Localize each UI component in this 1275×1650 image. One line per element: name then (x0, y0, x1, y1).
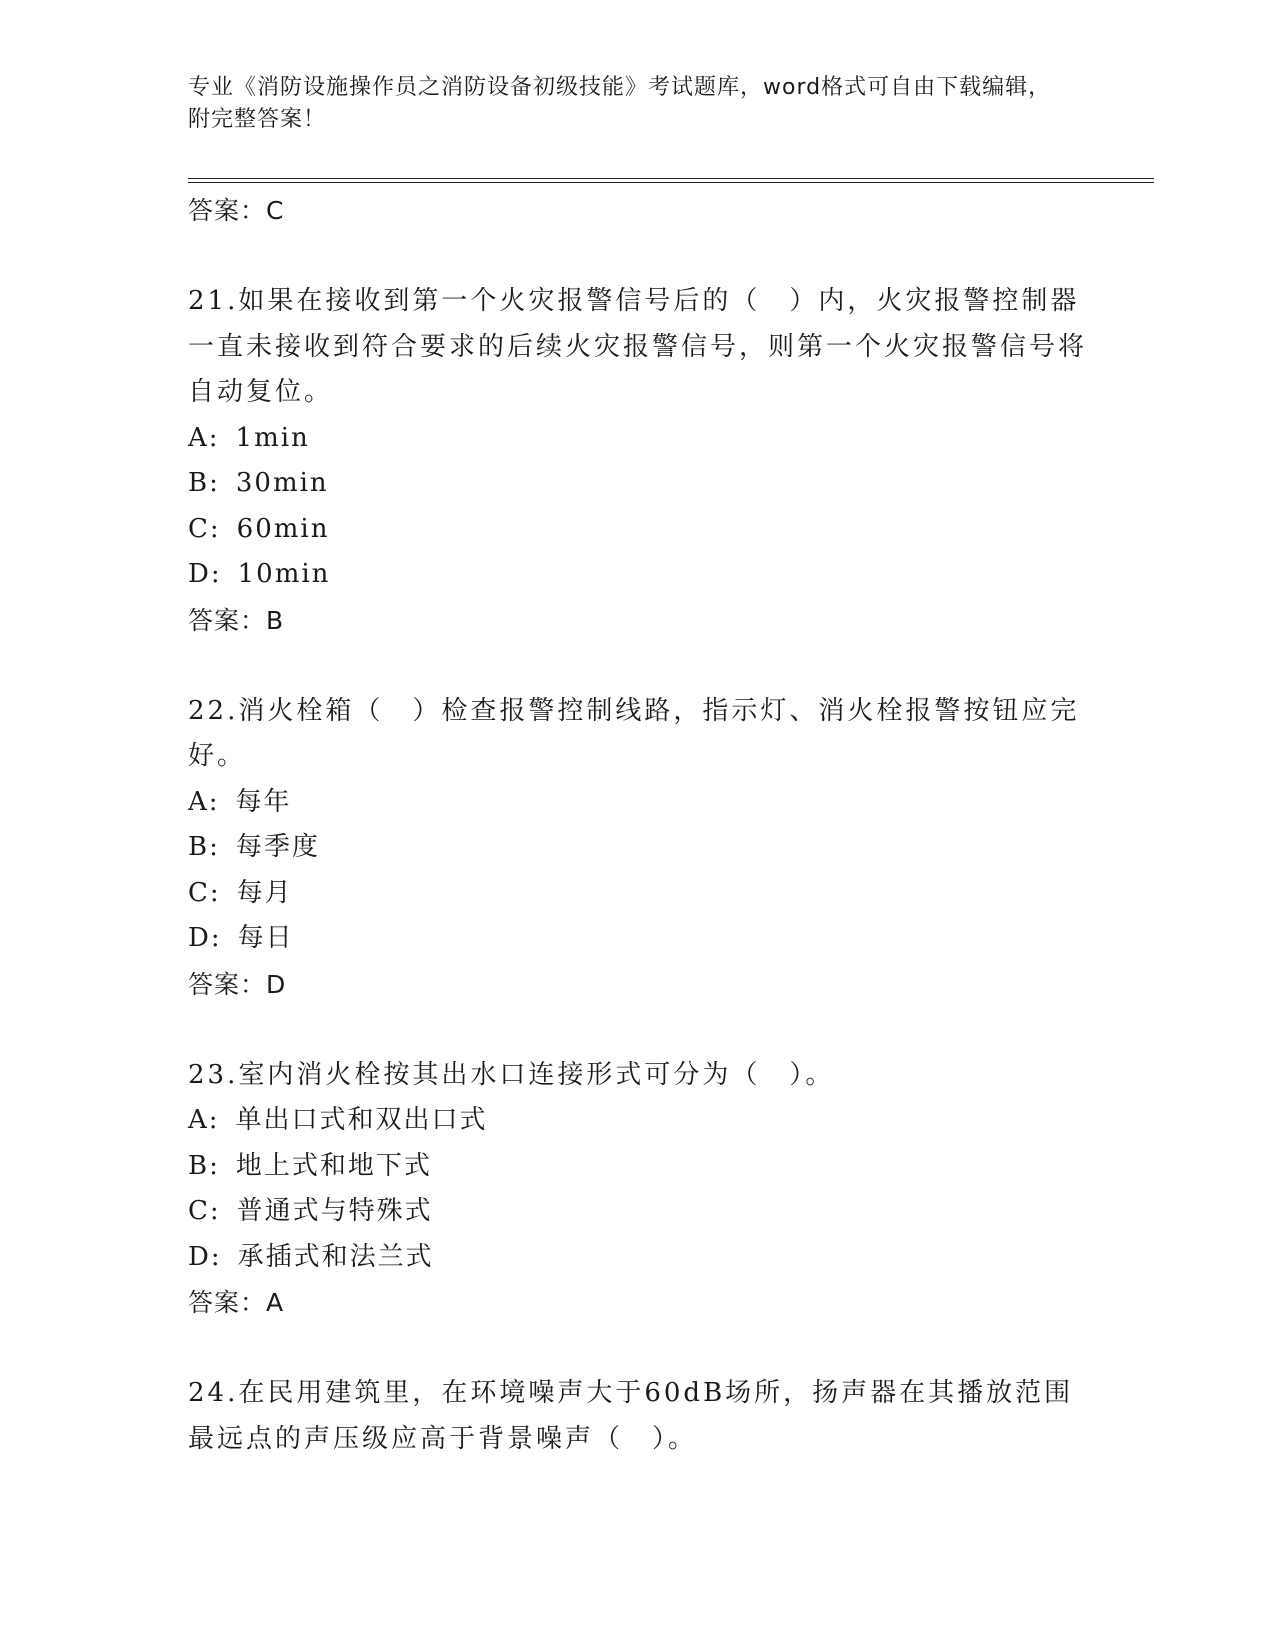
option-a: A: 单出口式和双出口式 (188, 1105, 488, 1135)
answer-line: 答案：A (188, 1288, 285, 1317)
question-22 (188, 689, 1088, 1008)
option-b: B: 地上式和地下式 (188, 1150, 432, 1181)
option-b: B: 30min (188, 468, 329, 498)
question-stem: 23.室内消火栓按其出水口连接形式可分为（ ）。 (188, 1059, 835, 1090)
header-rule-top (188, 178, 1154, 179)
answer-line: 答案：C (188, 196, 285, 225)
question-stem: 21.如果在接收到第一个火灾报警信号后的（ ）内，火灾报警控制器一直未接收到符合要求的后续火灾报警信号，则第一个火灾报警信号将自动复位。 (188, 286, 1088, 407)
question-23 (188, 1053, 1088, 1327)
question-stem: 22.消火栓箱（ ）检查报警控制线路，指示灯、消火栓报警按钮应完好。 (188, 695, 1080, 771)
option-c: C: 每月 (188, 877, 293, 908)
option-d: D: 10min (188, 559, 331, 589)
option-d: D: 每日 (188, 923, 294, 953)
question-21 (188, 279, 1088, 644)
option-d: D: 承插式和法兰式 (188, 1241, 434, 1272)
header-rule-bottom (188, 182, 1154, 183)
question-stem: 24.在民用建筑里，在环境噪声大于60dB场所，扬声器在其播放范围最远点的声压级应高于背景噪声（ ）。 (188, 1378, 1074, 1454)
option-a: A: 1min (188, 422, 310, 453)
question-list (188, 188, 1088, 1462)
question-24 (188, 1371, 1088, 1462)
document-header: 专业《消防设施操作员之消防设备初级技能》考试题库，word格式可自由下载编辑，附完整答案！ (188, 75, 1052, 132)
option-c: C: 60min (188, 513, 330, 544)
option-a: A: 每年 (188, 786, 292, 817)
option-c: C: 普通式与特殊式 (188, 1196, 433, 1226)
answer-line: 答案：D (188, 969, 287, 999)
option-b: B: 每季度 (188, 832, 320, 862)
answer-line: 答案：B (188, 605, 285, 635)
